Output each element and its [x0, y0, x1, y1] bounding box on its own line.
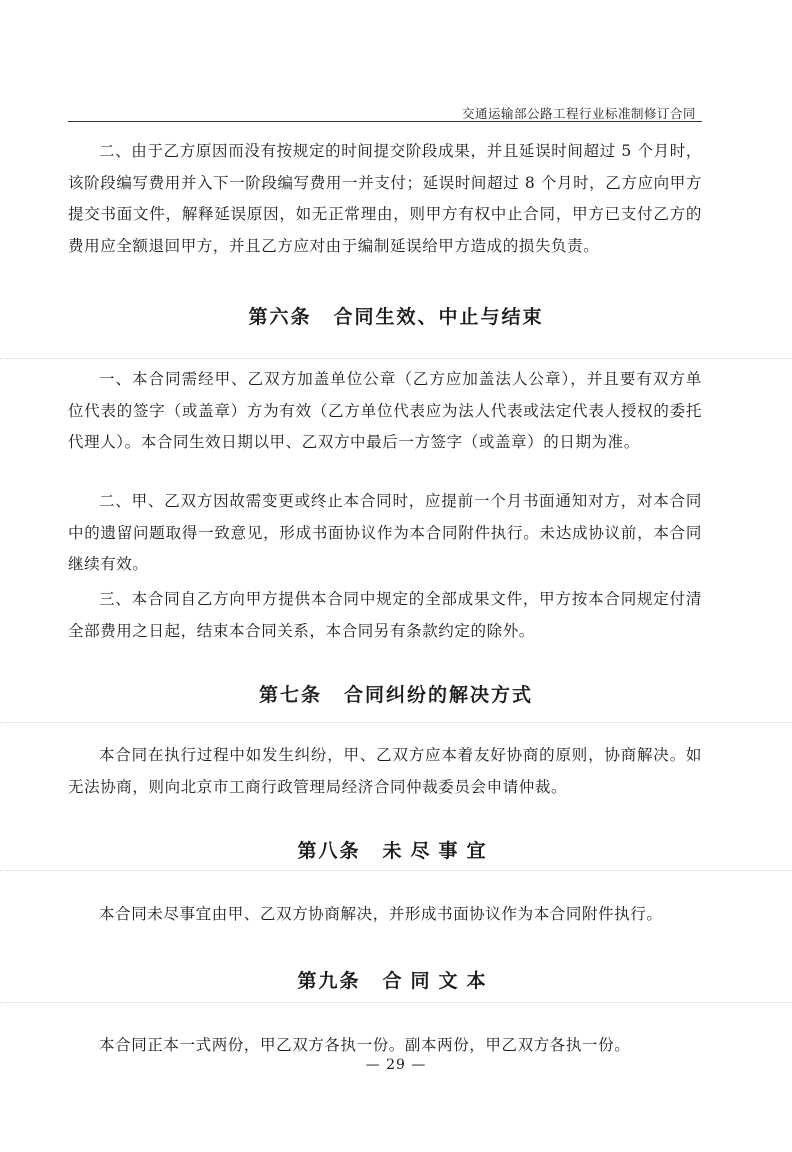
article-8-heading [0, 836, 792, 863]
article-8-clause-1: 本合同未尽事宜由甲、乙双方协商解决，并形成书面协议作为本合同附件执行。 [99, 905, 663, 923]
scan-artifact-line [0, 1002, 792, 1003]
article-8-number: 第八条 [297, 840, 361, 862]
article-6-clause-1: 一、本合同需经甲、乙双方加盖单位公章（乙方应加盖法人公章），并且要有双方单位代表的签字（或盖章）方为有效（乙方单位代表应为法人代表或法定代表人授权的委托代理人）。本合同生效日期以甲、乙双方中最后一方签字（或盖章）的日期为准。 [68, 370, 702, 451]
scan-artifact-line [0, 358, 792, 359]
article-7-clause-1: 本合同在执行过程中如发生纠纷，甲、乙双方应本着友好协商的原则，协商解决。如无法协商，则向北京市工商行政管理局经济合同仲裁委员会申请仲裁。 [68, 746, 702, 796]
article-5-clause-2: 二、由于乙方原因而没有按规定的时间提交阶段成果，并且延误时间超过 5 个月时，该阶段编写费用并入下一阶段编写费用一并支付；延误时间超过 8 个月时，乙方应向甲方提交书面文件，解释延误原因，如无正常理由，则甲方有权中止合同，甲方已支付乙方的费用应全额退回甲方，并且乙方应对由于编制延误给甲方造成的损失负责。 [68, 142, 702, 255]
article-9-clause-1: 本合同正本一式两份，甲乙双方各执一份。副本两份，甲乙双方各执一份。 [99, 1036, 631, 1054]
article-8-title: 未尽事宜 [382, 840, 495, 862]
article-7-number: 第七条 [258, 684, 322, 706]
article-9-title: 合同文本 [382, 970, 495, 992]
article-6-heading [0, 302, 792, 329]
article-7-heading [0, 680, 792, 707]
scan-artifact-line [0, 722, 792, 723]
article-9-heading [0, 966, 792, 993]
article-6-clause-3: 三、本合同自乙方向甲方提供本合同中规定的全部成果文件，甲方按本合同规定付清全部费用之日起，结束本合同关系，本合同另有条款约定的除外。 [68, 590, 702, 640]
article-6-number: 第六条 [248, 306, 312, 328]
page-number: — 29 — [365, 1057, 427, 1073]
article-6-clause-2: 二、甲、乙双方因故需变更或终止本合同时，应提前一个月书面通知对方，对本合同中的遗留问题取得一致意见，形成书面协议作为本合同附件执行。未达成协议前，本合同继续有效。 [68, 492, 702, 573]
running-header: 交通运输部公路工程行业标准制修订合同 [461, 106, 696, 121]
article-9-number: 第九条 [297, 970, 361, 992]
header-rule [68, 121, 702, 122]
article-7-title: 合同纠纷的解决方式 [344, 684, 534, 706]
article-6-title: 合同生效、中止与结束 [333, 306, 544, 328]
scan-artifact-line [0, 870, 792, 871]
